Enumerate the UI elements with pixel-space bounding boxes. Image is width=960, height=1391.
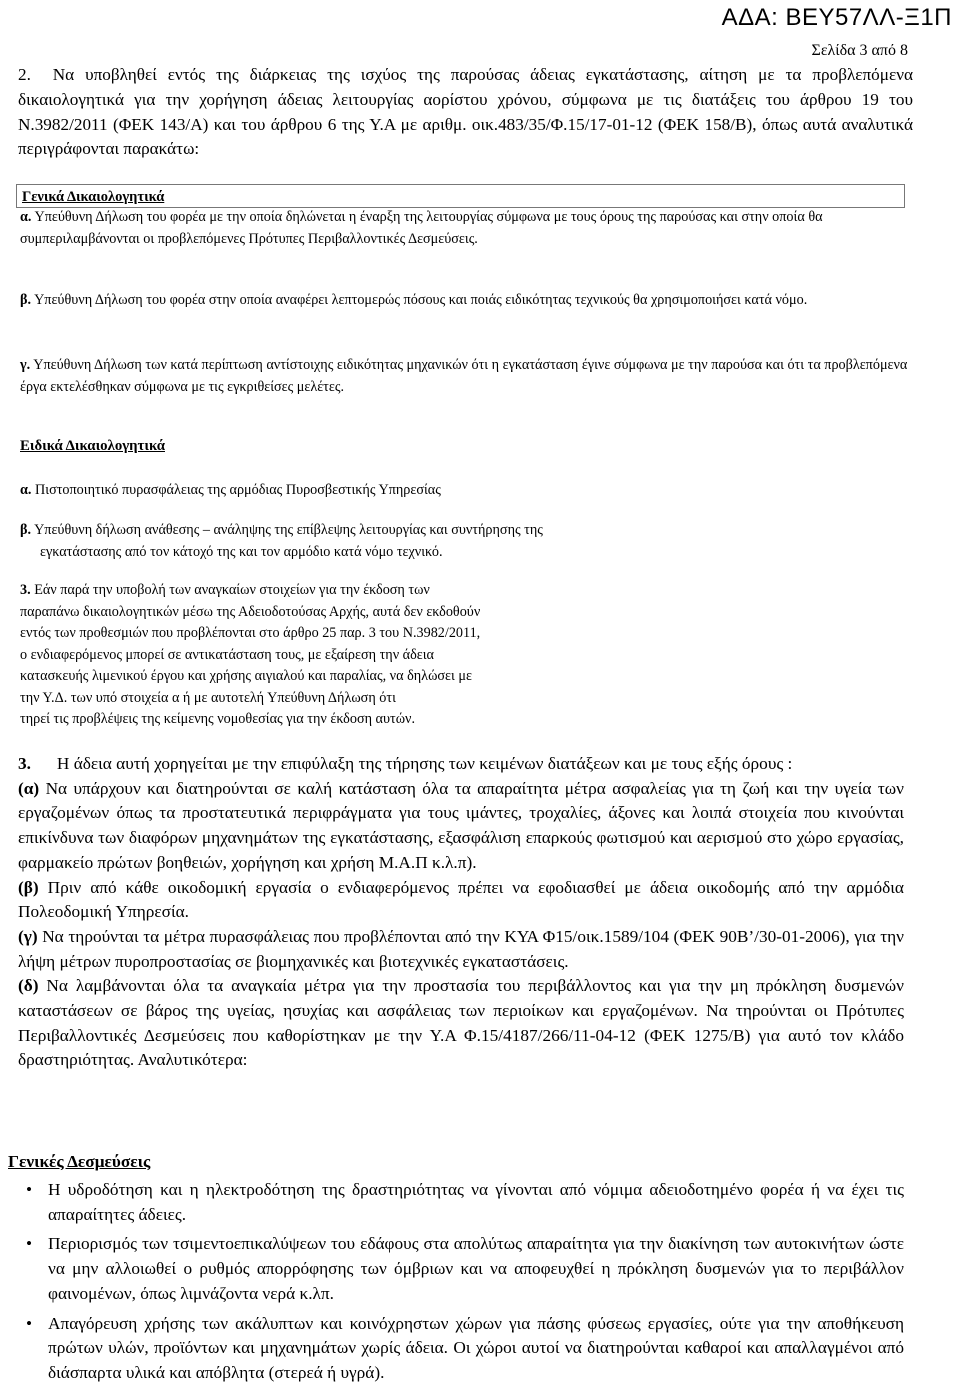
general-docs-heading: Γενικά Δικαιολογητικά	[22, 189, 165, 205]
intro-paragraph	[18, 63, 913, 162]
item-label: α.	[20, 209, 32, 225]
item-text: Υπεύθυνη Δήλωση του φορέα στην οποία αναφέρει λεπτομερώς πόσους και ποιάς ειδικότητας τεχνικούς θα χρησιμοποιήσει κατά νόμο.	[34, 292, 808, 308]
point3-line: Εάν παρά την υποβολή των αναγκαίων στοιχείων για την έκδοση των	[34, 582, 430, 598]
item-text-line1: Υπεύθυνη δήλωση ανάθεσης – ανάληψης της επίβλεψης λειτουργίας και συντήρησης της	[34, 522, 543, 538]
term-label: (β)	[18, 877, 39, 897]
term-paragraph	[18, 925, 904, 974]
list-item	[18, 1232, 904, 1306]
term-text: Να υπάρχουν και διατηρούνται σε καλή κατάσταση όλα τα απαραίτητα μέτρα ασφαλείας για τη ζωή και την υγεία των εργαζομένων όπως τα προστατευτικά περιφράγματα για τους ιμάντες, τροχαλίες, άξονες και λοιπά στοιχεία που κινούνται επικίνδυνα των διαφόρων μηχανημάτων της εγκατάστασης, εξασφάλιση επαρκούς φωτισμού και αερισμού στο χώρο εργασίας, φαρμακείο πρώτων βοηθειών, χορήγηση και χρήση Μ.Α.Π κ.λ.π).	[18, 778, 904, 872]
list-item-text: Περιορισμός των τσιμεντοεπικαλύψεων του εδάφους στα απολύτως απαραίτητα για την διακίνηση των αυτοκινήτων ώστε να μην αλλοιωθεί ο ρυθμός απορρόφησης των όμβριων και να αποφευχθεί η πρόκληση δυσμενών για το περιβάλλον φαινομένων, όπως λιμνάζοντα νερά κ.λπ.	[48, 1234, 904, 1303]
ada-code: ΑΔΑ: ΒΕΥ57ΛΛ-Ξ1Π	[721, 4, 952, 31]
term-text: Να λαμβάνονται όλα τα αναγκαία μέτρα για την προστασία του περιβάλλοντος και για την μη πρόκληση δυσμενών καταστάσεων σε βάρος της υγείας, ησυχίας και ασφάλειας των περιοίκων και εργαζομένων. Να τηρούνται οι Πρότυπες Περιβαλλοντικές Δεσμεύσεις που καθορίστηκαν με την Υ.Α Φ.15/4187/266/11-04-12 (ΦΕΚ 1275/Β) για αυτό τον κλάδο δραστηριότητας. Αναλυτικότερα:	[18, 976, 904, 1070]
bullet-icon: •	[26, 1180, 33, 1199]
list-item-text: Η υδροδότηση και η ηλεκτροδότηση της δραστηριότητας να γίνονται από νόμιμα αδειοδοτημένο φορέα ή να έχει τις απαραίτητες άδειες.	[48, 1180, 904, 1224]
point3-line: τηρεί τις προβλέψεις της κείμενης νομοθεσίας για την έκδοση αυτών.	[20, 711, 416, 727]
term-paragraph	[18, 876, 904, 925]
bullet-icon: •	[26, 1234, 33, 1254]
general-commitments-heading: Γενικές Δεσμεύσεις	[8, 1152, 151, 1171]
list-item-text: Απαγόρευση χρήσης των ακάλυπτων και κοινόχρηστων χώρων για πάσης φύσεως εργασίες, ούτε για την αποθήκευση πρώτων υλών, προϊόντων και μηχανημάτων χωρίς άδεια. Οι χώροι αυτοί να διατηρούνται καθαροί και απαλλαγμένοι από διάσπαρτα υλικά και απόβλητα (στερεά ή υγρά).	[48, 1313, 904, 1382]
section-3-intro-text: Η άδεια αυτή χορηγείται με την επιφύλαξη της τήρησης των κειμένων διατάξεων και με τους εξής όρους :	[56, 754, 793, 773]
general-docs-heading-box	[16, 184, 905, 208]
item-label: γ.	[20, 357, 31, 373]
term-text: Να τηρούνται τα μέτρα πυρασφάλειας που προβλέπονται από την ΚΥΑ Φ15/οικ.1589/104 (ΦΕΚ 90Β’/30-01-2006), για την λήψη μέτρων πυροπροστασίας σε βιομηχανικές και βιοτεχνικές εγκαταστάσεις.	[18, 926, 904, 971]
bullet-icon: •	[26, 1313, 33, 1333]
term-paragraph	[18, 777, 904, 876]
general-commitments-list	[18, 1178, 904, 1391]
term-label: (δ)	[18, 976, 39, 996]
intro-number: 2.	[18, 65, 31, 84]
term-label: (γ)	[18, 926, 38, 946]
term-paragraph	[18, 974, 904, 1073]
section-3-intro	[18, 752, 904, 777]
page-number: Σελίδα 3 από 8	[811, 42, 908, 59]
point3-line: την Υ.Δ. των υπό στοιχεία α ή με αυτοτελή Υπεύθυνη Δήλωση ότι	[20, 689, 396, 706]
item-text: Υπεύθυνη Δήλωση του φορέα με την οποία δηλώνεται η έναρξη της λειτουργίας σύμφωνα με τους όρους της παρούσας και στην οποία θα συμπεριλαμβάνονται οι προβλεπόμενες Πρότυπες Περιβαλλοντικές Δεσμεύσεις.	[20, 209, 823, 247]
point3-line: εντός των προθεσμιών που προβλέπονται στο άρθρο 25 παρ. 3 του Ν.3982/2011,	[20, 625, 481, 641]
item-label: β.	[20, 292, 32, 308]
point3-line: κατασκευής λιμενικού έργου και χρήσης αιγιαλού και παραλίας, να δηλώσει με	[20, 668, 472, 684]
item-text-line2: εγκατάστασης από τον κάτοχό της και τον αρμόδιο κατά νόμο τεχνικό.	[40, 543, 443, 560]
term-text: Πριν από κάθε οικοδομική εργασία ο ενδιαφερόμενος πρέπει να εφοδιασθεί με άδεια οικοδομής από την αρμόδια Πολεοδομική Υπηρεσία.	[18, 877, 904, 922]
intro-text: Να υποβληθεί εντός της διάρκειας της ισχύος της παρούσας άδειας εγκατάστασης, αίτηση με τα προβλεπόμενα δικαιολογητικά για την χορήγηση άδειας λειτουργίας αορίστου χρόνου, σύμφωνα με τις διατάξεις του άρθρου 19 του Ν.3982/2011 (ΦΕΚ 143/Α) και του άρθρου 6 της Υ.Α με αριθμ. οικ.483/35/Φ.15/17-01-12 (ΦΕΚ 158/Β), όπως αυτά αναλυτικά περιγράφονται παρακάτω:	[18, 65, 913, 159]
point3-small-paragraph	[20, 580, 920, 731]
general-doc-item	[20, 207, 920, 250]
point3-line: ο ενδιαφερόμενος μπορεί σε αντικατάσταση τους, με εξαίρεση την άδεια	[20, 646, 434, 663]
point3-label: 3.	[20, 582, 31, 598]
item-text: Υπεύθυνη Δήλωση των κατά περίπτωση αντίστοιχης ειδικότητας μηχανικών ότι η εγκατάσταση έγινε σύμφωνα με την παρούσα και ότι τα προβλεπόμενα έργα εκτελέσθηκαν σύμφωνα με τις εγκριθείσες μελέτες.	[20, 357, 908, 395]
item-label: α.	[20, 482, 32, 498]
special-docs-heading: Ειδικά Δικαιολογητικά	[20, 438, 165, 454]
special-doc-item	[20, 480, 920, 502]
point3-line: παραπάνω δικαιολογητικών μέσω της Αδειοδοτούσας Αρχής, αυτά δεν εκδοθούν	[20, 603, 481, 620]
section-3-number: 3.	[18, 754, 31, 773]
term-label: (α)	[18, 778, 40, 798]
list-item	[18, 1178, 904, 1227]
general-doc-item	[20, 290, 920, 312]
special-doc-item	[20, 520, 920, 563]
section-3	[18, 752, 904, 1073]
item-label: β.	[20, 522, 32, 538]
item-text: Πιστοποιητικό πυρασφάλειας της αρμόδιας Πυροσβεστικής Υπηρεσίας	[35, 482, 441, 498]
list-item	[18, 1312, 904, 1386]
general-doc-item	[20, 355, 920, 398]
